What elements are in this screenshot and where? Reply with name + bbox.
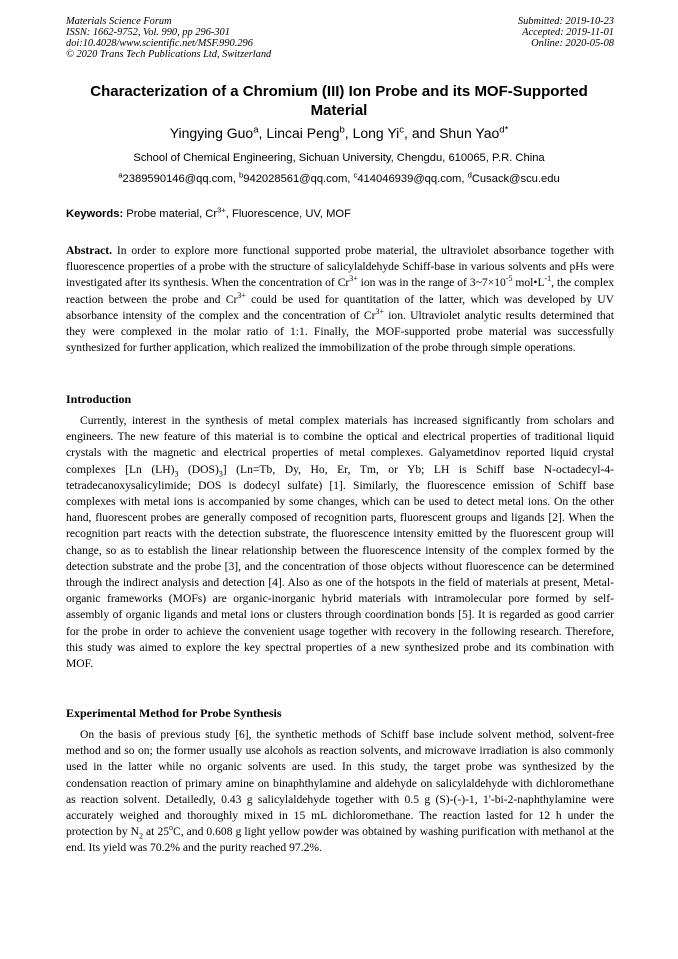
- paper-title: Characterization of a Chromium (III) Ion Probe and its MOF-Supported Material: [90, 83, 588, 119]
- keywords-label: Keywords:: [66, 208, 124, 220]
- body-text: On the basis of previous study [6], the synthetic methods of Schiff base include solvent method, solvent-free method and so on; the former usually use alcohols as reaction solvents, and microwave irradiation is also commonly used in the latter while no organic solvents are used. In this study, the target probe was synthesized by the condensation reaction of primary amine on binaphthylamine and aldehyde on salicylaldehyde with dichloromethane as reaction solvent. Detailedly, 0.43 g salicylaldehyde together with 0.5 g (S)-(-)-1, 1'-bi-2-naphthylamine were accurately weighed and thoroughly mixed in 15 mL dichloromethane. The reaction lasted for 12 h under the protection by N: [66, 728, 614, 839]
- submitted-date: Submitted: 2019-10-23: [517, 16, 614, 27]
- author: [353, 125, 440, 141]
- email[interactable]: [239, 170, 348, 185]
- email-list: [60, 172, 618, 186]
- email-address: 2389590146@qq.com: [122, 173, 233, 185]
- email-separator: ,: [232, 173, 240, 185]
- email[interactable]: [467, 170, 560, 185]
- accepted-date: Accepted: 2019-11-01: [522, 27, 614, 38]
- email-address: Cusack@scu.edu: [471, 173, 560, 185]
- abstract-sup: 3+: [375, 306, 384, 316]
- abstract-text: could be used for quantitation of the latter, which was developed by UV absorbance intensity of the complex and the concentration of Cr: [66, 292, 614, 322]
- abstract: [66, 243, 614, 356]
- journal-info: [66, 16, 271, 60]
- abstract-label: Abstract.: [66, 244, 113, 257]
- body-text: Currently, interest in the synthesis of metal complex materials has increased significantly from scholars and engineers. The new feature of this material is to combine the optical and electrical properties of traditional liquid crystals with the magnetic and electrical properties of metal complexes. Galyametdinov reported liquid crystal complexes [Ln (LH): [66, 414, 614, 476]
- publication-dates: [518, 16, 614, 49]
- author-mark: d*: [499, 124, 509, 136]
- author-separator: ,: [258, 125, 267, 141]
- journal-name: Materials Science Forum: [66, 16, 172, 27]
- abstract-text: mol•L: [512, 276, 545, 290]
- author-mark: c: [399, 124, 405, 136]
- body-text: at 25: [143, 825, 170, 839]
- email-separator: ,: [347, 173, 354, 185]
- email-address: 414046939@qq.com: [357, 173, 462, 185]
- body-text: C, and 0.608 g light yellow powder was obtained by washing purification with methanol at the end. Its yield was 70.2% and the purity reached 97.2%.: [66, 825, 614, 855]
- abstract-sup: -5: [505, 274, 513, 284]
- author-name: Lincai Peng: [266, 125, 340, 141]
- section-heading-experimental: Experimental Method for Probe Synthesis: [66, 706, 282, 720]
- author-list: [60, 124, 618, 142]
- keywords-text: Probe material, Cr: [123, 208, 218, 220]
- experimental-paragraph: [66, 727, 614, 857]
- email-separator: ,: [461, 173, 468, 185]
- keywords-sup: 3+: [217, 205, 226, 215]
- author-mark: b: [339, 124, 345, 136]
- author-mark: a: [253, 124, 259, 136]
- abstract-sup: 3+: [237, 290, 246, 300]
- keywords-text: , Fluorescence, UV, MOF: [225, 208, 351, 220]
- keywords: [66, 207, 614, 221]
- abstract-text: , the complex reaction between the probe and Cr: [66, 276, 615, 306]
- abstract-text: ion. Ultraviolet analytic results determined that they were complexed in the molar ratio of 1:1. Finally, the MOF-supported probe material was successfully synthesized for further application, which realized the immobilization of the probe through simple operations.: [66, 308, 614, 355]
- email-mark: c: [353, 170, 358, 180]
- journal-issn: ISSN: 1662-9752, Vol. 990, pp 296-301: [66, 27, 230, 38]
- email-address: 942028561@qq.com: [243, 173, 348, 185]
- email[interactable]: [353, 170, 462, 185]
- email[interactable]: [118, 170, 233, 185]
- email-mark: d: [467, 170, 472, 180]
- introduction-paragraph: [66, 413, 614, 672]
- email-mark: b: [239, 170, 244, 180]
- author-separator: ,: [344, 125, 353, 141]
- body-sub: 3: [174, 468, 179, 478]
- affiliation: School of Chemical Engineering, Sichuan University, Chengdu, 610065, P.R. China: [133, 152, 545, 164]
- author: [266, 125, 352, 141]
- author-name: Yingying Guo: [169, 125, 254, 141]
- body-text: ] (Ln=Tb, Dy, Ho, Er, Tm, or Yb; LH is Schiff base N-octadecyl-4-tetradecanoxysalicylimide; DOS is dodecyl sulfate) [1]. Similarly, the fluorescence emission of Schiff base complexes with metal ions is accompanied by some changes, which can be used to detect metal ions. On the other hand, fluorescent probes are generally composed of recognition parts, fluorescent groups and ligands [2]. When the recognition part reacts with the detection substrate, the fluorescence intensity emitted by the fluorescent group will change, so as to establish the linear relationship between the fluorescence intensity of the complex formed by the detection substrate and the probe [3], and the concentration of those objects without fluorescence can be determined through the indirect analysis and detection [4]. Also as one of the hotspots in the field of materials at present, Metal-organic frameworks (MOFs) are organic-inorganic hybrid materials with intramolecular pore formed by self-assembly of organic ligands and metal ions or clusters through coordination bonds [5]. It is regarded as good carrier for the probe in order to achieve the convenient usage together with recovery in the following research. Therefore, this study was aimed to explore the key spectral properties of a new synthesized probe and its combination with MOF.: [66, 462, 614, 671]
- journal-doi: doi:10.4028/www.scientific.net/MSF.990.296: [66, 38, 253, 49]
- online-date: Online: 2020-05-08: [531, 38, 614, 49]
- body-sup: o: [169, 823, 173, 833]
- abstract-sup: -1: [544, 274, 552, 284]
- author-name: Long Yi: [352, 125, 400, 141]
- abstract-text: In order to explore more functional supported probe material, the ultraviolet absorbance together with fluorescence properties of a probe with the structure of salicylaldehyde Schiff-base in various solvents and pHs were investigated after its synthesis. When the concentration of Cr: [66, 244, 614, 290]
- section-heading-introduction: Introduction: [66, 392, 132, 406]
- journal-copyright: © 2020 Trans Tech Publications Ltd, Switzerland: [66, 49, 272, 60]
- author-name: Shun Yao: [439, 125, 500, 141]
- body-text: (DOS): [178, 462, 219, 476]
- author: [439, 125, 508, 141]
- email-mark: a: [118, 170, 123, 180]
- author: [170, 125, 267, 141]
- body-sub: 3: [218, 468, 223, 478]
- body-sub: 2: [139, 831, 143, 841]
- abstract-sup: 3+: [349, 274, 358, 284]
- abstract-text: ion was in the range of 3~7×10: [357, 276, 506, 290]
- author-separator: , and: [404, 125, 440, 141]
